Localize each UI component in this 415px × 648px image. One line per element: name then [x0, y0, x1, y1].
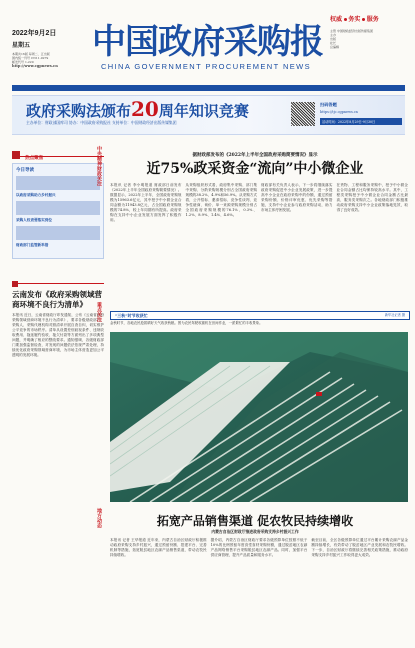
right-line-3: 出版 [330, 37, 337, 41]
left-guide-box [12, 163, 104, 259]
section-square-icon [12, 151, 20, 159]
info-bar [12, 85, 405, 91]
photo-caption-bar [110, 311, 410, 320]
issue-weekday: 星期五 [12, 43, 31, 49]
guide-item-2[interactable]: 采购人权责要落实到位 [16, 218, 52, 222]
issue-line-2: 国内统一刊号 CN11-0279 [12, 56, 49, 60]
harvest-photo [110, 332, 408, 502]
dot-icon [344, 18, 347, 21]
masthead-right [330, 14, 410, 49]
mottos [330, 14, 410, 23]
article1-para-2: 从采购组织形式看，政府集中采购、部门集中采购、分散采购规模分别占全国政府采购规模的38.2%、4.9%和56.9%。从采购方式看，公开招标、邀请招标、竞争性谈判、竞争性磋商、询价、单一来源采购规模分别占全国政府采购规模的76.1%、0.3%、1.2%、8.9%、1.4%、4.6%。 [185, 183, 257, 217]
article2-para-2: 据介绍，内蒙古自治区财政厅要求各级预算单位按照不低于10%的比例预留年度食堂食材采购份额，通过脱贫地区农副产品网络销售平台采购脱贫地区农副产品。同时，加强平台供应商管理，提升产品质量和服务水平。 [210, 538, 308, 557]
guide-thumbnail [16, 226, 100, 240]
banner-subtitle: 主办单位：财政部国库司 协办：中国政府采购报社 支持单位：中国财政经济出版传媒集团 [26, 120, 177, 125]
left-news-title[interactable]: 云南发布《政府采购领域营商环境不良行为清单》 [12, 290, 102, 309]
qr-code-icon[interactable] [291, 102, 315, 126]
article1-para-4: 在货物、工程和服务采购中，授予中小微企业合同金额占比均保持较高水平。其中，工程类采购授予中小微企业合同金额占比最高，服务类采购次之。各地财政部门积极推动政府采购支持中小企业政策落地见效，取得了良好成效。 [336, 183, 408, 212]
issue-line-1: 本期共16版 每周二、五出版 [12, 52, 50, 56]
guide-item-1[interactable]: 以政府采购助力乡村振兴 [16, 193, 56, 197]
right-line-1: 主管 中国财政经济出版传媒集团 [330, 29, 373, 33]
right-line-2: 主办 [330, 33, 337, 37]
article2-para-1: 本报讯 记者 王华报道 近年来，内蒙古自治区财政厅积极推动政府采购支持乡村振兴，通过预留份额、搭建平台、完善机制等措施，拓宽脱贫地区农副产品销售渠道，带动农牧民持续增收。 [110, 538, 207, 557]
logo-title-cn: 中国政府采购报 [92, 22, 323, 62]
harvester-icon [316, 392, 322, 396]
newspaper-logo [92, 22, 323, 71]
left-section-header [12, 144, 104, 160]
issue-line-3: 邮发代号 1-220 [12, 60, 34, 64]
article1-headline[interactable]: 近75%政采资金“流向”中小微企业 [146, 161, 364, 177]
masthead [0, 0, 415, 82]
motto-2: 务实 [348, 17, 361, 23]
motto-1: 权威 [330, 17, 343, 23]
left-section-label: 热点聚焦 [25, 155, 44, 160]
article1-para-1: 本报讯 记者 李小明报道 财政部日前发布《2022年上半年全国政府采购简要情况》。数据显示，2022年上半年，全国政府采购规模为15963.6亿元，其中授予中小微企业合同金额为11943.8亿元，占全国政府采购规模的74.8%，较上年同期有所提高。政府采购在支持中小企业发展方面发挥了积极作用。 [110, 183, 182, 222]
photo-caption-body: 金秋时节，各地农民抢抓晴好天气收获秋粮。图为农民驾驶收割机在田间作业，一派繁忙的丰收景象。 [110, 321, 263, 325]
banner-cta-2[interactable]: https://tjc.cgpnews.cn [320, 110, 358, 114]
site-url[interactable]: http://www.cgpnews.cn [12, 64, 58, 68]
article1-kicker: 据财政部发布的《2022年上半年全国政府采购简要情况》显示 [192, 153, 318, 158]
logo-title-en: CHINA GOVERNMENT PROCUREMENT NEWS [100, 62, 312, 71]
photo-credit: 新华社记者 摄 [384, 313, 405, 317]
guide-thumbnail [16, 201, 100, 215]
banner-cta[interactable] [320, 102, 402, 125]
guide-item-3[interactable]: 财政部门监管新举措 [16, 243, 49, 247]
motto-3: 服务 [366, 17, 379, 23]
article1-para-3: 财政部有关负责人表示，下一步将继续落实政府采购促进中小企业发展政策，进一步提高中小企业在政府采购中的份额，通过预留采购份额、价格评审优惠、优先采购等措施，支持中小企业参与政府采购活动，助力市场主体纾困发展。 [261, 183, 333, 212]
banner-title [26, 97, 249, 121]
article2-kicker: 内蒙古自治区财政厅推进政府采购支持乡村振兴工作 [211, 529, 299, 534]
article1-body [110, 183, 408, 309]
left-column [12, 140, 104, 358]
right-line-5: 总编辑 [330, 45, 340, 49]
article2-para-3: 截至目前，全区各级预算单位通过平台累计采购农副产品金额持续增长，有效带动了脱贫地区产业发展和农牧民增收。下一步，自治区财政厅将继续完善相关政策措施，推动政府采购支持乡村振兴工作取得更大成效。 [311, 538, 409, 557]
banner-title-b: 周年知识竞赛 [158, 102, 249, 120]
guide-thumbnail [16, 176, 100, 190]
guide-label: 今日导读 [16, 167, 34, 172]
sidebar-tag-4: 地方动态 [96, 508, 102, 528]
section-square-icon [12, 281, 18, 287]
article2-body [110, 538, 408, 638]
banner-cta-3: 活动时间：2022年8月29日-9月30日 [320, 118, 402, 125]
dot-icon [362, 18, 365, 21]
issue-info [12, 28, 84, 68]
right-line-4: 社长 [330, 41, 337, 45]
left-news-header [12, 273, 104, 284]
quiz-banner[interactable] [12, 95, 405, 135]
banner-cta-1: 扫码答题 [320, 102, 337, 107]
article2-headline[interactable]: 拓宽产品销售渠道 促农牧民持续增收 [156, 514, 354, 528]
harvest-photo-graphic [110, 332, 408, 502]
sidebar-tag-1: 中央精神 [96, 146, 102, 166]
banner-title-num: 20 [131, 97, 159, 121]
sidebar-tag-3: 重点关注 [96, 302, 102, 322]
issue-date: 2022年9月2日 [12, 30, 57, 37]
left-news-body: 本报讯 近日，云南省财政厅印发通知，公布《云南省政府采购领域营商环境不良行为清单》，要求各级财政部门、采购人、采购代理机构对照清单开展自查自纠，切实维护公平竞争的市场秩序。清单从设置差别歧视条件、违规收取费用、拖延履约验收、拖欠付款等方面列出了多项典型问题，并明确了相应的整改要求。通知强调，各级财政部门要加强监督检查，对发现的问题依法依规严肃处理，持续优化政府采购领域营商环境，为市场主体营造更加公平透明的发展环境。 [12, 313, 104, 357]
banner-title-a: 政府采购法颁布 [26, 102, 132, 120]
sidebar-tag-2: 财政关注 [96, 166, 102, 186]
photo-caption-title: “三秋”时节收获忙 [115, 313, 148, 318]
